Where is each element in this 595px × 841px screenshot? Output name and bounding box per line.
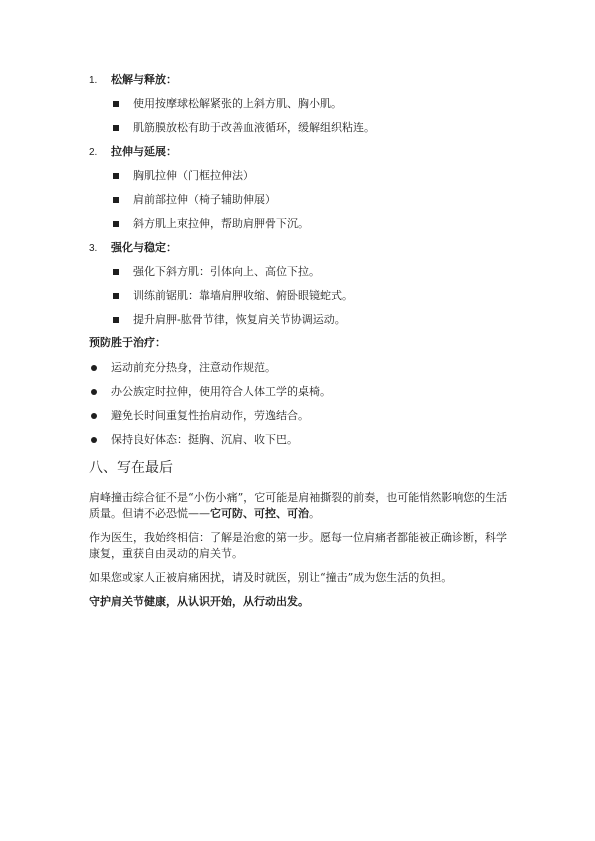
closing-slogan: 守护肩关节健康，从认识开始，从行动出发。: [89, 595, 309, 608]
paragraph-4: [89, 594, 509, 610]
list-item: 使用按摩球松解紧张的上斜方肌、胸小肌。: [133, 97, 342, 110]
paragraph-text: 如果您或家人正被肩痛困扰，请及时就医，别让“撞击”成为您生活的负担。: [89, 571, 453, 584]
list-item: 斜方肌上束拉伸，帮助肩胛骨下沉。: [133, 217, 309, 230]
round-bullet-icon: [91, 365, 97, 371]
square-bullet-icon: [113, 221, 119, 227]
paragraph-text: 肩峰撞击综合征不是“小伤小痛”，它可能是肩袖撕裂的前奏，也可能悄然影响您的生活质量。但请不必恐慌——: [89, 491, 508, 520]
round-bullet-icon: [91, 413, 97, 419]
paragraph-text: 。: [309, 507, 320, 520]
list-item: 肌筋膜放松有助于改善血液循环，缓解组织粘连。: [133, 121, 375, 134]
prevention-title: 预防胜于治疗：: [89, 336, 166, 349]
list-item: 运动前充分热身，注意动作规范。: [111, 361, 276, 374]
section-2-number: 2.: [89, 147, 98, 158]
round-bullet-icon: [91, 437, 97, 443]
list-item: 训练前锯肌：靠墙肩胛收缩、俯卧眼镜蛇式。: [133, 289, 353, 302]
list-item: 办公族定时拉伸，使用符合人体工学的桌椅。: [111, 385, 331, 398]
section-heading: 八、写在最后: [89, 460, 173, 476]
square-bullet-icon: [113, 197, 119, 203]
paragraph-2: [89, 530, 509, 562]
paragraph-3: [89, 570, 509, 586]
square-bullet-icon: [113, 293, 119, 299]
square-bullet-icon: [113, 125, 119, 131]
emphasis-text: 它可防、可控、可治: [210, 507, 309, 520]
section-1-number: 1.: [89, 75, 98, 86]
paragraph-text: 作为医生，我始终相信：了解是治愈的第一步。愿每一位肩痛者都能被正确诊断，科学康复，重获自由灵动的肩关节。: [89, 531, 507, 560]
list-item: 肩前部拉伸（椅子辅助伸展）: [133, 193, 276, 206]
list-item: 强化下斜方肌：引体向上、高位下拉。: [133, 265, 320, 278]
list-item: 避免长时间重复性抬肩动作，劳逸结合。: [111, 409, 309, 422]
section-3-number: 3.: [89, 243, 98, 254]
section-2-title: 拉伸与延展：: [111, 145, 177, 158]
list-item: 保持良好体态：挺胸、沉肩、收下巴。: [111, 433, 298, 446]
section-1-title: 松解与释放：: [111, 73, 177, 86]
list-item: 胸肌拉伸（门框拉伸法）: [133, 169, 254, 182]
section-3-title: 强化与稳定：: [111, 241, 177, 254]
square-bullet-icon: [113, 173, 119, 179]
square-bullet-icon: [113, 101, 119, 107]
round-bullet-icon: [91, 389, 97, 395]
square-bullet-icon: [113, 317, 119, 323]
paragraph-1: [89, 490, 509, 522]
list-item: 提升肩胛-肱骨节律，恢复肩关节协调运动。: [133, 313, 346, 326]
square-bullet-icon: [113, 269, 119, 275]
